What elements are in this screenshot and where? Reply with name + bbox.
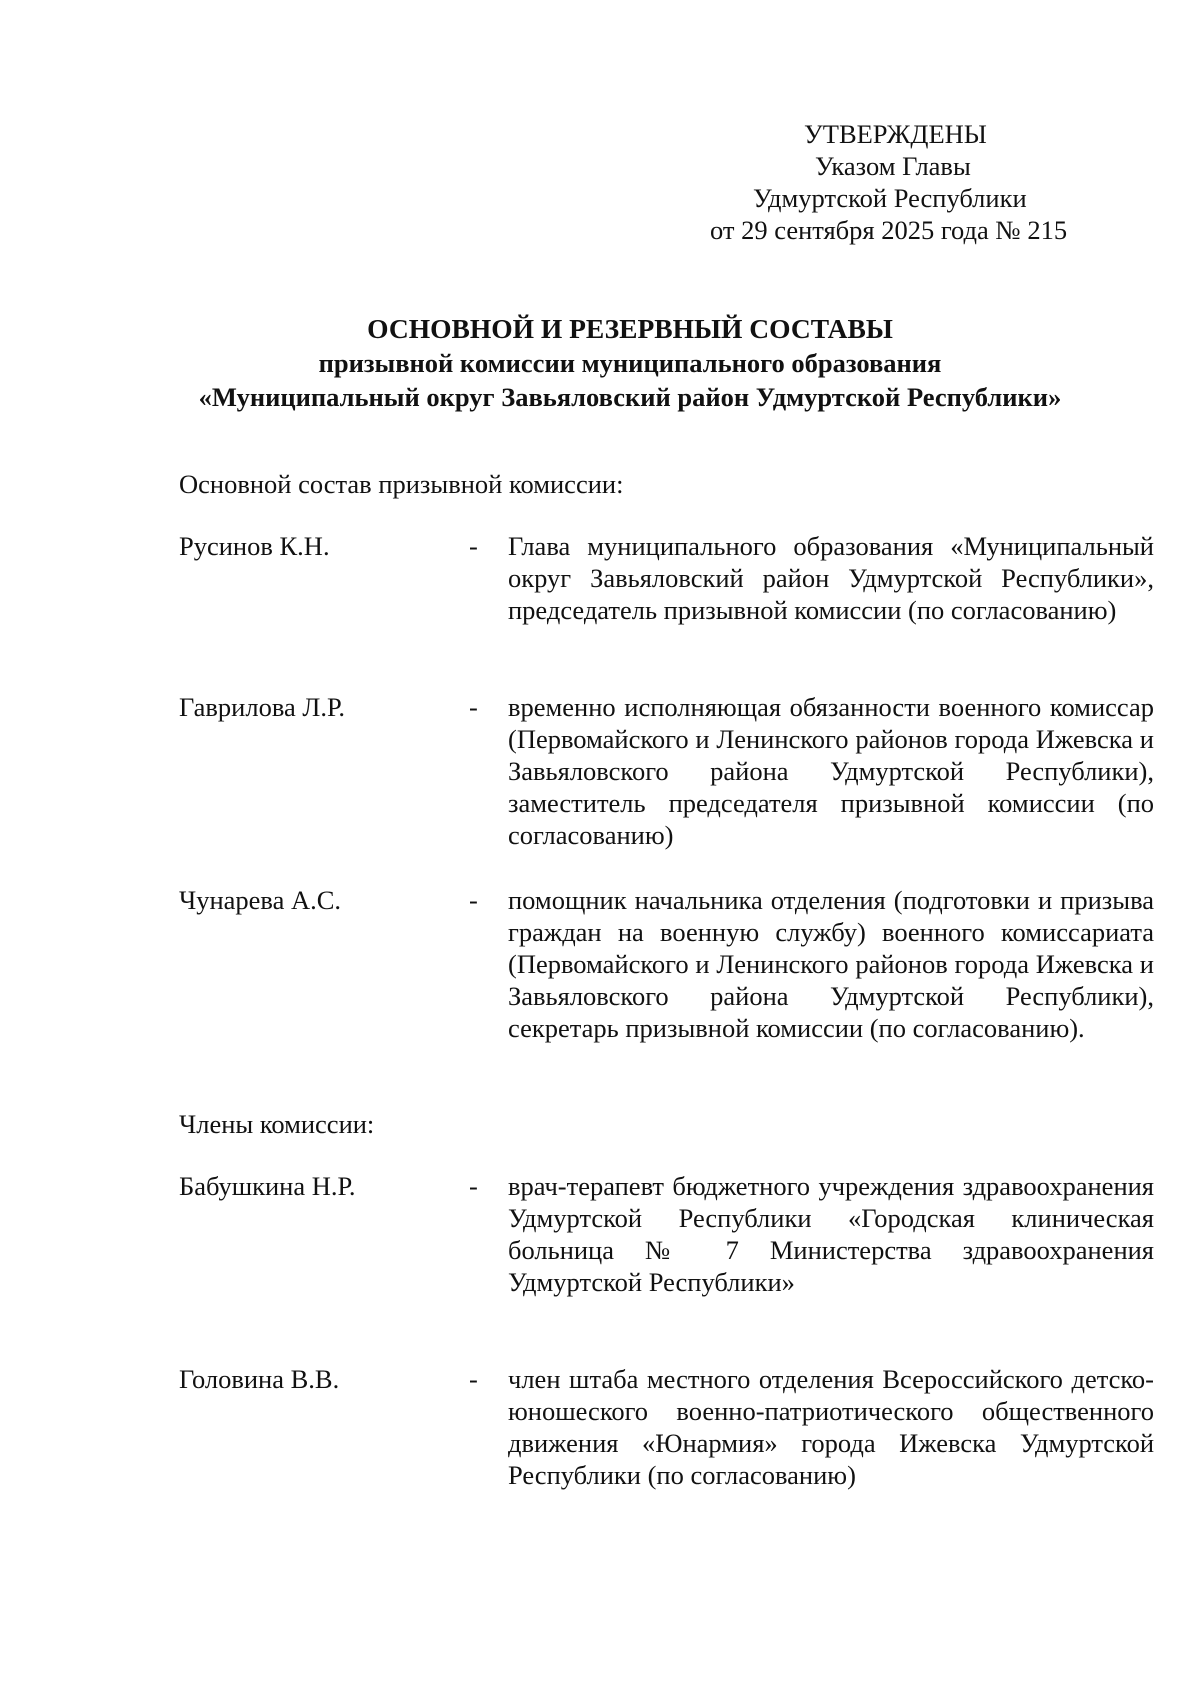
member-name: Чунарева А.С.	[179, 885, 342, 915]
member-name: Головина В.В.	[179, 1364, 340, 1394]
members-heading: Члены комиссии:	[179, 1109, 375, 1139]
approval-republic: Удмуртской Республики	[753, 183, 1027, 213]
member-dash: -	[469, 1364, 478, 1394]
member-name: Гаврилова Л.Р.	[179, 692, 346, 722]
approval-title: УТВЕРЖДЕНЫ	[804, 119, 987, 149]
approval-date: от 29 сентября 2025 года № 215	[710, 215, 1068, 245]
member-dash: -	[469, 692, 478, 722]
member-dash: -	[469, 531, 478, 561]
main-composition-heading: Основной состав призывной комиссии:	[179, 469, 624, 499]
approval-decree: Указом Главы	[815, 151, 971, 181]
member-position: врач-терапевт бюджетного учреждения здравоохранения Удмуртской Республики «Городская клиническая больница № 7 Министерства здравоохранения Удмуртской Республики»	[508, 1171, 1154, 1297]
document-title: ОСНОВНОЙ И РЕЗЕРВНЫЙ СОСТАВЫ	[367, 313, 893, 344]
document-subtitle-2: «Муниципальный округ Завьяловский район Удмуртской Республики»	[198, 382, 1062, 412]
member-position: Глава муниципального образования «Муниципальный округ Завьяловский район Удмуртской Республики», председатель призывной комиссии (по согласованию)	[508, 531, 1154, 625]
member-name: Бабушкина Н.Р.	[179, 1171, 356, 1201]
approval-stamp	[690, 118, 1090, 246]
member-dash: -	[469, 1171, 478, 1201]
member-dash: -	[469, 885, 478, 915]
member-position: помощник начальника отделения (подготовки и призыва граждан на военную службу) военного комиссариата (Первомайского и Ленинского районов города Ижевска и Завьяловского района Удмуртской Республики), секретарь призывной комиссии (по согласованию).	[508, 885, 1154, 1043]
document-subtitle-1: призывной комиссии муниципального образования	[318, 348, 942, 378]
member-position: член штаба местного отделения Всероссийского детско-юношеского военно-патриотического общественного движения «Юнармия» города Ижевска Удмуртской Республики (по согласованию)	[508, 1364, 1154, 1490]
member-name: Русинов К.Н.	[179, 531, 330, 561]
member-position: временно исполняющая обязанности военного комиссар (Первомайского и Ленинского районов города Ижевска и Завьяловского района Удмуртской Республики), заместитель председателя призывной комиссии (по согласованию)	[508, 692, 1154, 850]
